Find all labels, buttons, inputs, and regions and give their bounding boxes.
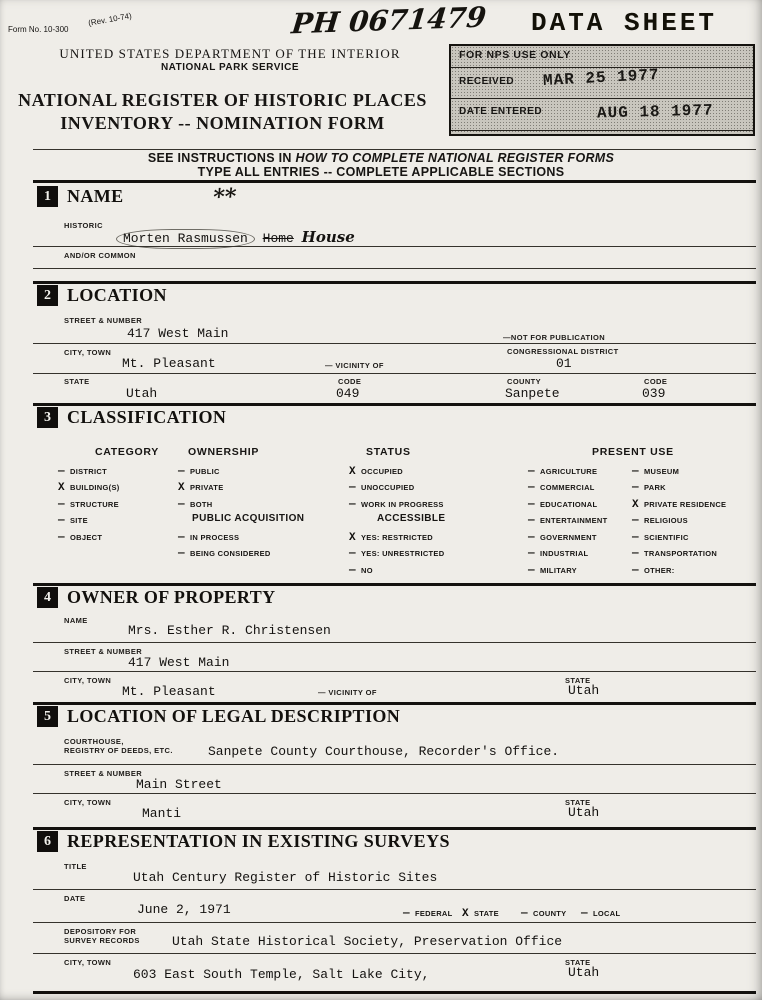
cb-being-considered [178,548,271,560]
field-value-city: Mt. Pleasant [122,356,216,371]
section-separator [33,180,756,183]
field-line [33,246,756,247]
field-label-city: CITY, TOWN [64,958,112,967]
field-line [33,268,756,269]
cb-work-in-progress [349,499,444,511]
checkbox-label: TRANSPORTATION [644,549,718,558]
cb-transportation [632,548,717,560]
cb-industrial [528,548,588,560]
column-header-ownership: OWNERSHIP [188,446,260,458]
checkbox-label: SITE [70,516,88,525]
section-title: CLASSIFICATION [67,407,227,427]
cb-government [528,532,597,544]
section-4-header [37,587,276,608]
section-separator [33,827,756,830]
checkbox-mark: — [403,908,410,920]
checkbox-mark: — [58,466,65,478]
checkbox-label: DISTRICT [70,467,107,476]
cb-in-process [178,532,239,544]
checkbox-label: EDUCATIONAL [540,500,598,509]
cb-private [178,482,224,494]
field-value-county: Sanpete [505,386,560,401]
field-line [33,671,756,672]
section-separator [33,281,756,284]
checkbox-mark: — [521,908,528,920]
field-value-street: Main Street [136,777,222,792]
section-1-header [37,186,124,207]
historic-name-handwritten: House [301,228,355,246]
checkbox-mark: — [632,565,639,577]
field-label-courthouse-2: REGISTRY OF DEEDS, ETC. [64,746,173,755]
form-revision: (Rev. 10-74) [87,11,133,28]
section-3-header [37,407,226,428]
section-number: 2 [37,285,58,306]
section-2-header [37,285,167,306]
checkbox-mark: — [349,499,356,511]
checkbox-label: IN PROCESS [190,533,240,542]
checkbox-mark: — [528,515,535,527]
checkbox-mark: — [349,565,356,577]
department-line: UNITED STATES DEPARTMENT OF THE INTERIOR [59,46,401,61]
historic-name-circled: Morten Rasmussen [116,229,255,249]
checkbox-label: FEDERAL [415,909,453,918]
checkbox-mark: — [178,532,185,544]
checkbox-label: COUNTY [533,909,567,918]
vicinity-of-label: — VICINITY OF [325,361,384,370]
cb-public [178,466,220,478]
cb-buildings [58,482,120,494]
date-entered-label: DATE ENTERED [459,106,543,117]
checkbox-mark: — [178,548,185,560]
checkbox-label: STRUCTURE [70,500,119,509]
cb-object [58,532,102,544]
cb-other [632,565,675,577]
field-line [33,953,756,954]
field-label-city: CITY, TOWN [64,798,112,807]
section-number: 3 [37,407,58,428]
column-header-category: CATEGORY [95,446,159,458]
field-label-depository-2: SURVEY RECORDS [64,936,140,945]
checkbox-label: BEING CONSIDERED [190,549,271,558]
section-number: 4 [37,587,58,608]
checkbox-mark: — [178,499,185,511]
checkbox-label: AGRICULTURE [540,467,598,476]
cb-both [178,499,212,511]
checkbox-mark: — [58,532,65,544]
field-value-owner-name: Mrs. Esther R. Christensen [128,623,331,638]
checkbox-label: PUBLIC [190,467,220,476]
field-label-city: CITY, TOWN [64,676,112,685]
section-number: 6 [37,831,58,852]
field-line [33,764,756,765]
field-value-city: Manti [142,806,182,821]
checkbox-mark: — [349,482,356,494]
field-label-historic: HISTORIC [64,221,103,230]
field-value-state: Utah [568,683,600,698]
form-number: Form No. 10-300 [8,25,69,34]
field-label-street: STREET & NUMBER [64,769,143,778]
divider [33,149,756,150]
register-title-line2: INVENTORY -- NOMINATION FORM [60,113,385,133]
checkbox-mark: X [632,499,639,511]
field-value-state: Utah [126,386,158,401]
checkbox-mark: — [349,548,356,560]
checkbox-label: OTHER: [644,566,675,575]
cb-site [58,515,88,527]
cb-structure [58,499,119,511]
section-separator [33,702,756,705]
register-title-line1: NATIONAL REGISTER OF HISTORIC PLACES [18,90,427,110]
checkbox-mark: — [528,548,535,560]
checkbox-label: MUSEUM [644,467,680,476]
cb-county [521,908,566,920]
checkbox-mark: — [528,482,535,494]
section-title: NAME [67,186,124,206]
field-label-depository-1: DEPOSITORY FOR [64,927,137,936]
date-entered-stamp: AUG 18 1977 [596,101,714,123]
cb-federal [403,908,453,920]
field-label-street: STREET & NUMBER [64,647,143,656]
section-title: OWNER OF PROPERTY [67,587,276,607]
nps-box-divider [451,130,753,131]
cb-local [581,908,620,920]
field-line [33,793,756,794]
cb-commercial [528,482,595,494]
checkbox-mark: — [58,515,65,527]
section-title: REPRESENTATION IN EXISTING SURVEYS [67,831,450,851]
nps-use-only-box [449,44,755,136]
checkbox-mark: — [528,565,535,577]
field-value-street: 417 West Main [128,655,230,670]
checkbox-mark: — [528,532,535,544]
checkbox-label: GOVERNMENT [540,533,597,542]
nps-box-heading: FOR NPS USE ONLY [459,49,571,61]
checkbox-mark: — [632,466,639,478]
field-label-and-or-common: AND/OR COMMON [64,251,136,260]
checkbox-label: NO [361,566,373,575]
cb-educational [528,499,597,511]
section-separator [33,583,756,586]
field-label-date: DATE [64,894,86,903]
checkbox-label: RELIGIOUS [644,516,688,525]
checkbox-label: LOCAL [593,909,621,918]
checkbox-label: STATE [474,909,499,918]
field-value-street: 417 West Main [127,326,229,341]
historic-name-struck: Home [262,231,294,246]
field-line [33,343,756,344]
section-separator [33,991,756,994]
cb-occupied [349,466,403,478]
field-line [33,373,756,374]
cb-no [349,565,373,577]
cb-scientific [632,532,689,544]
checkbox-label: PARK [644,483,666,492]
section-6-header [37,831,450,852]
checkbox-label: UNOCCUPIED [361,483,415,492]
field-value-state: Utah [568,965,600,980]
checkbox-label: ENTERTAINMENT [540,516,608,525]
field-label-city: CITY, TOWN [64,348,112,357]
checkbox-label: OCCUPIED [361,467,403,476]
field-value-state: Utah [568,805,600,820]
checkbox-label: INDUSTRIAL [540,549,589,558]
checkbox-label: BOTH [190,500,213,509]
field-label-state: STATE [565,676,591,685]
field-label-state: STATE [64,377,90,386]
field-label-courthouse-1: COURTHOUSE, [64,737,124,746]
field-value-congressional-district: 01 [556,356,572,371]
field-value-code: 039 [642,386,666,401]
checkbox-label: PRIVATE [190,483,224,492]
checkbox-mark: X [462,908,469,920]
subheader-public-acquisition: PUBLIC ACQUISITION [192,513,305,524]
subheader-accessible: ACCESSIBLE [377,513,446,524]
checkbox-mark: X [178,482,185,494]
cb-state [462,908,499,920]
received-label: RECEIVED [459,76,515,87]
section-5-header [37,706,400,727]
nps-box-divider [451,98,753,99]
field-label-code: CODE [338,377,362,386]
checkbox-mark: — [632,482,639,494]
field-label-title: TITLE [64,862,87,871]
cb-park [632,482,666,494]
column-header-present-use: PRESENT USE [592,446,674,458]
checkbox-label: WORK IN PROGRESS [361,500,444,509]
field-value-survey-title: Utah Century Register of Historic Sites [133,870,438,885]
cb-military [528,565,577,577]
checkbox-label: SCIENTIFIC [644,533,689,542]
checkbox-label: YES: UNRESTRICTED [361,549,445,558]
cb-agriculture [528,466,597,478]
field-label-congressional-district: CONGRESSIONAL DISTRICT [507,347,619,356]
field-label-state: STATE [565,958,591,967]
field-value-city: Mt. Pleasant [122,684,216,699]
cb-unoccupied [349,482,414,494]
checkbox-mark: — [58,499,65,511]
checkbox-mark: — [632,548,639,560]
field-label-name: NAME [64,616,88,625]
column-header-status: STATUS [366,446,411,458]
received-date-stamp: MAR 25 1977 [542,65,661,91]
field-value-survey-date: June 2, 1971 [137,902,231,917]
field-value-historic [122,228,355,246]
field-label-county: COUNTY [507,377,542,386]
section-title: LOCATION OF LEGAL DESCRIPTION [67,706,401,726]
instructions-italic: HOW TO COMPLETE NATIONAL REGISTER FORMS [295,151,615,165]
checkbox-mark: X [58,482,65,494]
cb-entertainment [528,515,608,527]
field-label-state: STATE [565,798,591,807]
field-value-city: 603 East South Temple, Salt Lake City, [133,967,430,982]
checkbox-label: PRIVATE RESIDENCE [644,500,727,509]
instructions-line1 [0,151,762,165]
field-value-courthouse: Sanpete County Courthouse, Recorder's Office. [208,744,560,759]
field-line [33,922,756,923]
field-label-street: STREET & NUMBER [64,316,143,325]
section-number: 5 [37,706,58,727]
field-line [33,642,756,643]
checkbox-label: BUILDING(S) [70,483,120,492]
checkbox-label: YES: RESTRICTED [361,533,434,542]
nps-box-divider [451,67,753,68]
handwritten-asterisks: ** [211,183,238,211]
section-separator [33,403,756,406]
checkbox-mark: — [581,908,588,920]
not-for-publication-label: —NOT FOR PUBLICATION [503,333,606,342]
instructions-line2: TYPE ALL ENTRIES -- COMPLETE APPLICABLE SECTIONS [197,165,565,179]
checkbox-mark: — [632,515,639,527]
cb-private-residence [632,499,726,511]
field-value-depository: Utah State Historical Society, Preservation Office [172,934,563,949]
vicinity-of-label: — VICINITY OF [318,688,377,697]
checkbox-mark: X [349,466,356,478]
agency-line: NATIONAL PARK SERVICE [160,62,300,73]
checkbox-label: OBJECT [70,533,103,542]
checkbox-mark: — [528,466,535,478]
field-label-code: CODE [644,377,668,386]
section-number: 1 [37,186,58,207]
section-title: LOCATION [67,285,167,305]
checkbox-mark: X [349,532,356,544]
instructions-prefix: SEE INSTRUCTIONS IN [147,151,296,165]
handwritten-id: PH 0671479 [289,0,488,41]
data-sheet-stamp: DATA SHEET [531,8,718,38]
checkbox-mark: — [528,499,535,511]
cb-district [58,466,107,478]
checkbox-label: COMMERCIAL [540,483,595,492]
field-value-code: 049 [336,386,360,401]
checkbox-mark: — [178,466,185,478]
cb-religious [632,515,688,527]
checkbox-label: MILITARY [540,566,577,575]
field-line [33,889,756,890]
cb-yes-restricted [349,532,433,544]
cb-museum [632,466,679,478]
cb-yes-unrestricted [349,548,444,560]
checkbox-mark: — [632,532,639,544]
